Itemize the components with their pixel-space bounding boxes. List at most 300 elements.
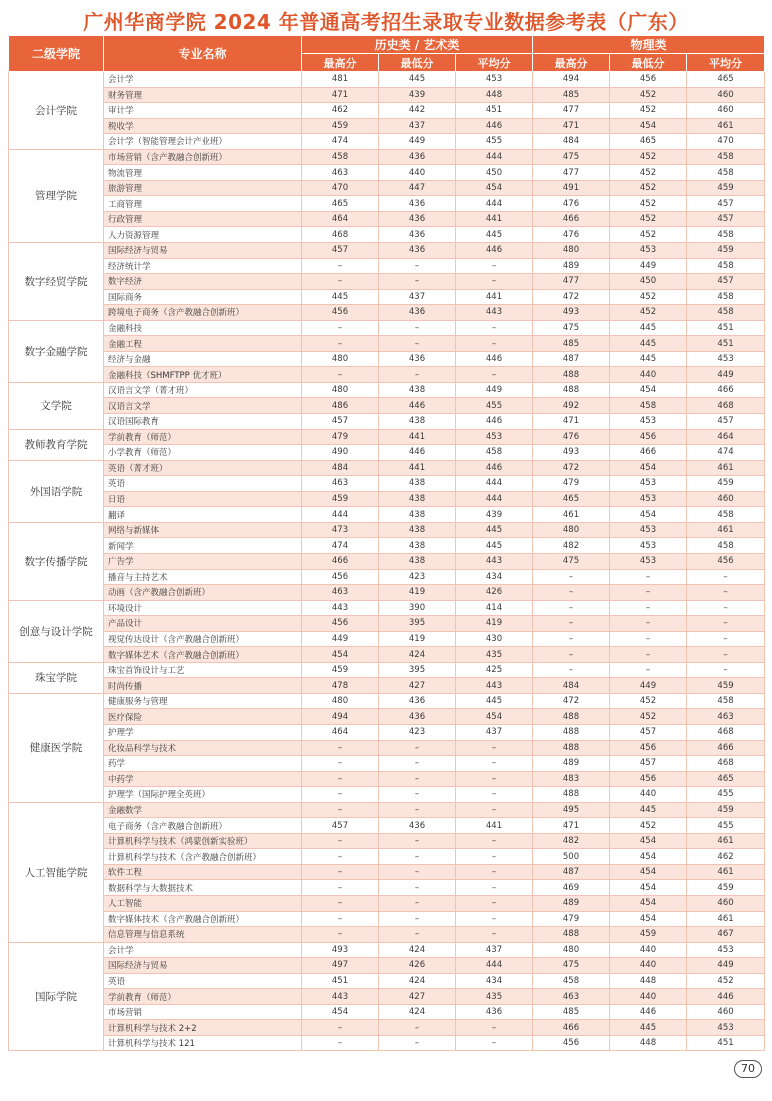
score-cell: 447 (379, 180, 456, 196)
score-cell: – (302, 274, 379, 290)
score-cell: 454 (610, 880, 687, 896)
score-cell: – (302, 864, 379, 880)
score-cell: 452 (610, 103, 687, 119)
table-row (9, 709, 765, 725)
score-cell: – (456, 336, 533, 352)
score-cell: 461 (687, 911, 765, 927)
table-row (9, 351, 765, 367)
score-cell: 454 (610, 895, 687, 911)
score-cell: 458 (687, 693, 765, 709)
score-cell: – (302, 1035, 379, 1051)
college-name: 教师教育学院 (9, 429, 104, 460)
score-cell: 437 (456, 942, 533, 958)
page-number: 70 (734, 1060, 762, 1078)
score-cell: 453 (610, 553, 687, 569)
score-cell: 462 (687, 849, 765, 865)
score-cell: 444 (456, 958, 533, 974)
score-cell: 461 (687, 118, 765, 134)
score-cell: 440 (610, 989, 687, 1005)
score-cell: 468 (687, 724, 765, 740)
major-name: 汉语言文学 (104, 398, 302, 414)
score-cell: 463 (302, 165, 379, 181)
score-cell: 473 (302, 522, 379, 538)
major-name: 产品设计 (104, 616, 302, 632)
score-cell: 453 (687, 942, 765, 958)
table-row (9, 678, 765, 694)
table-row (9, 989, 765, 1005)
college-name: 珠宝学院 (9, 662, 104, 693)
score-cell: 456 (610, 740, 687, 756)
score-cell: 471 (302, 87, 379, 103)
major-name: 计算机科学与技术 121 (104, 1035, 302, 1051)
table-row (9, 87, 765, 103)
score-cell: 456 (687, 553, 765, 569)
score-cell: 453 (610, 476, 687, 492)
score-cell: 470 (302, 180, 379, 196)
score-cell: 426 (456, 585, 533, 601)
major-name: 汉语国际教育 (104, 414, 302, 430)
score-cell: 452 (610, 211, 687, 227)
score-cell: 438 (379, 553, 456, 569)
table-row (9, 864, 765, 880)
score-cell: 482 (533, 538, 610, 554)
score-cell: 437 (379, 118, 456, 134)
score-cell: 452 (610, 305, 687, 321)
score-cell: 471 (533, 818, 610, 834)
score-cell: 440 (610, 958, 687, 974)
score-cell: 475 (533, 958, 610, 974)
score-cell: 452 (610, 196, 687, 212)
score-cell: 446 (379, 445, 456, 461)
score-cell: – (379, 911, 456, 927)
score-cell: – (379, 1020, 456, 1036)
score-cell: 450 (456, 165, 533, 181)
table-row (9, 942, 765, 958)
score-cell: 456 (302, 569, 379, 585)
score-cell: 466 (533, 1020, 610, 1036)
score-cell: 444 (302, 507, 379, 523)
score-cell: 426 (379, 958, 456, 974)
college-name: 健康医学院 (9, 693, 104, 802)
college-name: 会计学院 (9, 72, 104, 150)
score-cell: 451 (687, 1035, 765, 1051)
score-cell: – (379, 787, 456, 803)
score-cell: 458 (610, 398, 687, 414)
score-cell: 446 (379, 398, 456, 414)
major-name: 视觉传达设计（含产教融合创新班） (104, 631, 302, 647)
header-history-max: 最高分 (302, 54, 379, 72)
score-cell: 476 (533, 227, 610, 243)
score-cell: 466 (687, 382, 765, 398)
score-cell: 454 (302, 647, 379, 663)
major-name: 健康服务与管理 (104, 693, 302, 709)
score-cell: 445 (379, 72, 456, 88)
score-cell: – (302, 911, 379, 927)
major-name: 电子商务（含产教融合创新班） (104, 818, 302, 834)
score-cell: 453 (456, 72, 533, 88)
score-cell: 461 (533, 507, 610, 523)
score-cell: 436 (379, 351, 456, 367)
score-cell: 452 (610, 149, 687, 165)
score-cell: – (610, 569, 687, 585)
score-cell: 464 (687, 429, 765, 445)
score-cell: 476 (533, 429, 610, 445)
college-name: 国际学院 (9, 942, 104, 1051)
score-cell: 479 (302, 429, 379, 445)
score-cell: 480 (302, 351, 379, 367)
table-row (9, 958, 765, 974)
college-name: 数字金融学院 (9, 320, 104, 382)
score-cell: 460 (687, 491, 765, 507)
table-row (9, 382, 765, 398)
score-cell: 395 (379, 616, 456, 632)
score-cell: 459 (302, 662, 379, 678)
major-name: 计算机科学与技术（鸿蒙创新实验班） (104, 833, 302, 849)
score-cell: – (456, 927, 533, 943)
score-cell: 457 (687, 274, 765, 290)
table-row (9, 616, 765, 632)
score-cell: 464 (302, 724, 379, 740)
page-title: 广州华商学院 2024 年普通高考招生录取专业数据参考表（广东） (83, 10, 689, 34)
score-cell: – (610, 616, 687, 632)
score-cell: 469 (533, 880, 610, 896)
score-cell: – (379, 895, 456, 911)
score-cell: – (533, 647, 610, 663)
major-name: 旅游管理 (104, 180, 302, 196)
major-name: 网络与新媒体 (104, 522, 302, 538)
score-cell: 454 (610, 911, 687, 927)
score-cell: 475 (533, 320, 610, 336)
score-cell: 449 (302, 631, 379, 647)
score-cell: – (456, 274, 533, 290)
major-name: 税收学 (104, 118, 302, 134)
score-cell: 457 (687, 414, 765, 430)
score-cell: 460 (687, 87, 765, 103)
score-cell: 440 (610, 787, 687, 803)
score-cell: 452 (610, 289, 687, 305)
admission-score-table (8, 35, 765, 1051)
score-cell: 453 (456, 429, 533, 445)
score-cell: 453 (687, 351, 765, 367)
table-row (9, 476, 765, 492)
score-cell: 486 (302, 398, 379, 414)
score-cell: 435 (456, 647, 533, 663)
score-cell: 451 (456, 103, 533, 119)
score-cell: 465 (302, 196, 379, 212)
major-name: 经济与金融 (104, 351, 302, 367)
major-name: 护理学 (104, 724, 302, 740)
score-cell: 449 (456, 382, 533, 398)
score-cell: 443 (456, 678, 533, 694)
score-cell: 436 (379, 227, 456, 243)
score-cell: 487 (533, 864, 610, 880)
score-cell: 440 (610, 942, 687, 958)
table-row (9, 724, 765, 740)
score-cell: 452 (610, 709, 687, 725)
score-cell: 459 (687, 678, 765, 694)
major-name: 数字媒体艺术（含产教融合创新班） (104, 647, 302, 663)
table-row (9, 274, 765, 290)
score-cell: 454 (610, 460, 687, 476)
score-cell: – (302, 849, 379, 865)
score-cell: 460 (687, 103, 765, 119)
score-cell: 446 (456, 351, 533, 367)
score-cell: 489 (533, 895, 610, 911)
score-cell: 451 (687, 320, 765, 336)
score-cell: – (533, 616, 610, 632)
score-cell: 445 (610, 336, 687, 352)
score-cell: 488 (533, 382, 610, 398)
score-cell: 495 (533, 802, 610, 818)
score-cell: – (379, 927, 456, 943)
score-cell: – (610, 585, 687, 601)
major-name: 工商管理 (104, 196, 302, 212)
college-name: 文学院 (9, 382, 104, 429)
score-cell: 438 (379, 522, 456, 538)
score-cell: 445 (456, 693, 533, 709)
score-cell: 476 (533, 196, 610, 212)
score-cell: 472 (533, 693, 610, 709)
score-cell: 471 (533, 118, 610, 134)
score-cell: 423 (379, 569, 456, 585)
score-cell: – (379, 336, 456, 352)
score-cell: 455 (456, 398, 533, 414)
score-cell: 395 (379, 662, 456, 678)
table-row (9, 491, 765, 507)
score-cell: – (456, 880, 533, 896)
score-cell: 436 (379, 243, 456, 259)
score-cell: 494 (302, 709, 379, 725)
score-cell: – (456, 367, 533, 383)
table-row (9, 72, 765, 88)
score-cell: 482 (533, 833, 610, 849)
table-row (9, 787, 765, 803)
score-cell: 439 (456, 507, 533, 523)
score-cell: 460 (687, 895, 765, 911)
major-name: 药学 (104, 756, 302, 772)
score-cell: 454 (610, 864, 687, 880)
score-cell: – (379, 1035, 456, 1051)
major-name: 翻译 (104, 507, 302, 523)
score-cell: 451 (687, 336, 765, 352)
score-cell: 457 (610, 724, 687, 740)
major-name: 小学教育（师范） (104, 445, 302, 461)
table-row (9, 1035, 765, 1051)
score-cell: – (379, 833, 456, 849)
score-cell: 458 (687, 165, 765, 181)
major-name: 市场营销 (104, 1004, 302, 1020)
table-row (9, 849, 765, 865)
score-cell: 468 (302, 227, 379, 243)
score-cell: – (687, 600, 765, 616)
score-cell: 458 (687, 258, 765, 274)
score-cell: 465 (610, 134, 687, 150)
score-cell: 419 (456, 616, 533, 632)
score-cell: 468 (687, 756, 765, 772)
score-cell: 459 (302, 491, 379, 507)
score-cell: 436 (456, 1004, 533, 1020)
score-cell: 437 (379, 289, 456, 305)
score-cell: 452 (687, 973, 765, 989)
major-name: 学前教育（师范） (104, 429, 302, 445)
score-cell: 493 (533, 445, 610, 461)
major-name: 会计学 (104, 72, 302, 88)
score-cell: 463 (302, 585, 379, 601)
table-row (9, 103, 765, 119)
table-row (9, 585, 765, 601)
score-cell: 484 (302, 460, 379, 476)
score-cell: 488 (533, 740, 610, 756)
score-cell: 485 (533, 336, 610, 352)
score-cell: 471 (533, 414, 610, 430)
score-cell: 438 (379, 382, 456, 398)
header-major: 专业名称 (104, 36, 302, 72)
score-cell: 430 (456, 631, 533, 647)
score-cell: – (379, 771, 456, 787)
major-name: 国际经济与贸易 (104, 243, 302, 259)
score-cell: – (302, 880, 379, 896)
major-name: 经济统计学 (104, 258, 302, 274)
score-cell: 458 (687, 149, 765, 165)
score-cell: – (456, 864, 533, 880)
table-row (9, 227, 765, 243)
score-cell: 457 (687, 196, 765, 212)
score-cell: – (302, 771, 379, 787)
score-cell: 487 (533, 351, 610, 367)
score-cell: – (302, 320, 379, 336)
score-cell: 456 (302, 305, 379, 321)
score-cell: 459 (687, 476, 765, 492)
score-cell: 457 (687, 211, 765, 227)
table-row (9, 693, 765, 709)
score-cell: 446 (687, 989, 765, 1005)
score-cell: 483 (533, 771, 610, 787)
score-cell: 460 (687, 1004, 765, 1020)
score-cell: 477 (533, 103, 610, 119)
table-row (9, 445, 765, 461)
score-cell: 459 (687, 243, 765, 259)
score-cell: – (456, 320, 533, 336)
score-cell: 461 (687, 864, 765, 880)
score-cell: 445 (302, 289, 379, 305)
score-cell: 477 (533, 274, 610, 290)
major-name: 行政管理 (104, 211, 302, 227)
score-cell: 480 (533, 942, 610, 958)
score-cell: – (456, 771, 533, 787)
major-name: 金融工程 (104, 336, 302, 352)
score-cell: – (456, 787, 533, 803)
score-cell: – (456, 740, 533, 756)
score-cell: 444 (456, 196, 533, 212)
score-cell: 445 (456, 522, 533, 538)
table-row (9, 927, 765, 943)
score-cell: 480 (302, 693, 379, 709)
score-cell: 438 (379, 476, 456, 492)
table-row (9, 320, 765, 336)
score-cell: – (456, 1035, 533, 1051)
score-cell: 478 (302, 678, 379, 694)
major-name: 国际商务 (104, 289, 302, 305)
table-row (9, 507, 765, 523)
score-cell: – (687, 631, 765, 647)
score-cell: 463 (302, 476, 379, 492)
score-cell: – (533, 662, 610, 678)
major-name: 日语 (104, 491, 302, 507)
table-row (9, 538, 765, 554)
table-row (9, 134, 765, 150)
score-cell: – (533, 569, 610, 585)
score-cell: 441 (456, 818, 533, 834)
score-cell: 458 (302, 149, 379, 165)
score-cell: 492 (533, 398, 610, 414)
score-cell: 452 (610, 180, 687, 196)
score-cell: – (533, 600, 610, 616)
score-cell: 454 (610, 118, 687, 134)
score-cell: 477 (533, 165, 610, 181)
table-row (9, 258, 765, 274)
score-cell: – (302, 787, 379, 803)
major-name: 汉语言文学（菁才班） (104, 382, 302, 398)
major-name: 化妆品科学与技术 (104, 740, 302, 756)
table-row (9, 429, 765, 445)
header-physics-avg: 平均分 (687, 54, 765, 72)
score-cell: – (302, 756, 379, 772)
score-cell: 484 (533, 678, 610, 694)
score-cell: 454 (302, 1004, 379, 1020)
score-cell: 462 (302, 103, 379, 119)
score-cell: 446 (456, 414, 533, 430)
major-name: 中药学 (104, 771, 302, 787)
score-cell: – (379, 258, 456, 274)
header-history-min: 最低分 (379, 54, 456, 72)
score-cell: 454 (610, 382, 687, 398)
score-cell: 489 (533, 258, 610, 274)
score-cell: 437 (456, 724, 533, 740)
score-cell: 455 (687, 818, 765, 834)
score-cell: 458 (687, 305, 765, 321)
table-row (9, 756, 765, 772)
major-name: 环境设计 (104, 600, 302, 616)
major-name: 珠宝首饰设计与工艺 (104, 662, 302, 678)
score-cell: 488 (533, 724, 610, 740)
score-cell: 454 (610, 833, 687, 849)
score-cell: 424 (379, 1004, 456, 1020)
score-cell: 444 (456, 491, 533, 507)
score-cell: 427 (379, 989, 456, 1005)
score-cell: – (533, 585, 610, 601)
table-body (9, 72, 765, 1051)
score-cell: 441 (379, 460, 456, 476)
score-cell: 425 (456, 662, 533, 678)
score-cell: – (687, 616, 765, 632)
score-cell: – (533, 631, 610, 647)
table-row (9, 833, 765, 849)
score-cell: 424 (379, 942, 456, 958)
major-name: 人力资源管理 (104, 227, 302, 243)
score-cell: 443 (456, 553, 533, 569)
score-cell: – (379, 274, 456, 290)
major-name: 财务管理 (104, 87, 302, 103)
score-cell: 489 (533, 756, 610, 772)
major-name: 播音与主持艺术 (104, 569, 302, 585)
major-name: 数据科学与大数据技术 (104, 880, 302, 896)
score-cell: – (379, 864, 456, 880)
score-cell: 446 (456, 243, 533, 259)
score-cell: 466 (687, 740, 765, 756)
score-cell: 445 (610, 320, 687, 336)
table-row (9, 911, 765, 927)
score-cell: 500 (533, 849, 610, 865)
